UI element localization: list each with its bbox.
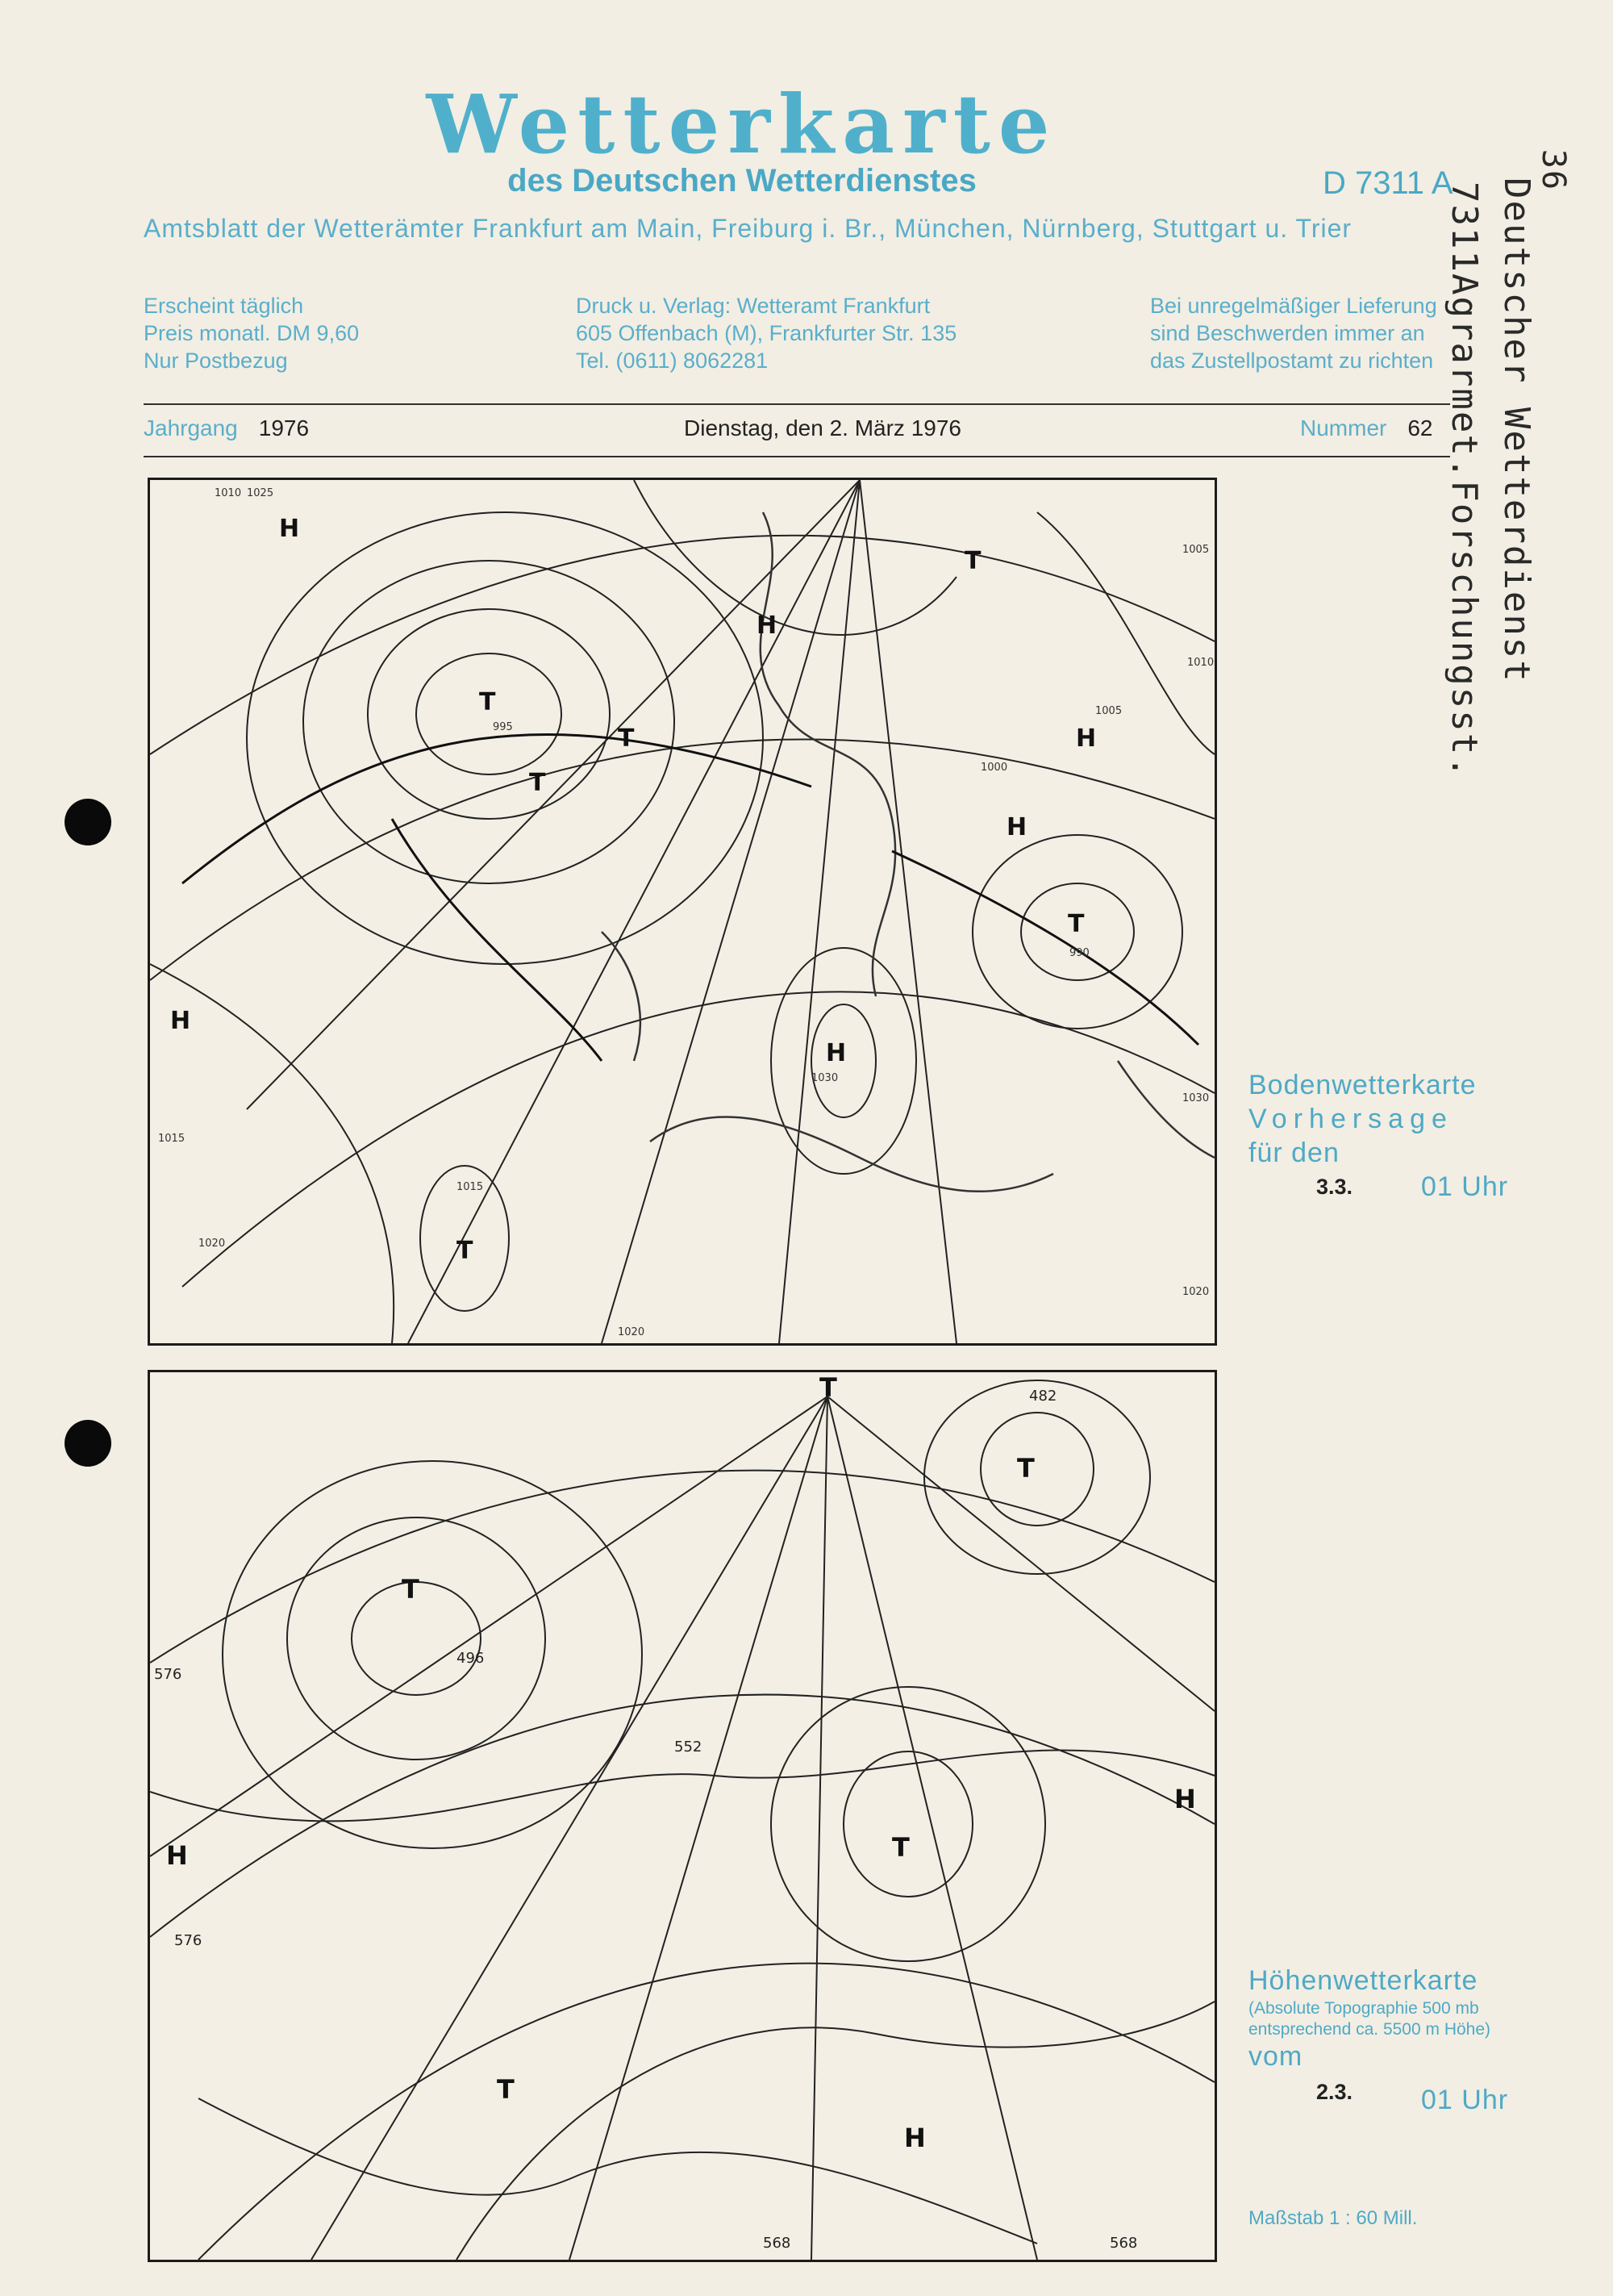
- meridian-line: [150, 1396, 827, 1856]
- high-pressure-center: H: [1076, 724, 1097, 753]
- surface-map-title: Bodenwetterkarte: [1248, 1070, 1477, 1100]
- meridian-line: [247, 480, 860, 1109]
- isobar-label: 1025: [247, 487, 274, 499]
- surface-map-time: 01 Uhr: [1421, 1171, 1509, 1202]
- height-label: 576: [154, 1666, 182, 1683]
- high-height-center: H: [166, 1840, 188, 1871]
- info-line: Tel. (0611) 8062281: [576, 349, 769, 373]
- punch-hole: [65, 1420, 111, 1467]
- low-height-center: T: [497, 2074, 515, 2105]
- high-pressure-center: H: [826, 1039, 847, 1067]
- latitude-arc: [198, 1964, 1215, 2260]
- document-number: D 7311 A: [1323, 165, 1453, 201]
- surface-map-for-label: für den: [1248, 1138, 1340, 1168]
- low-height-center: T: [402, 1574, 419, 1605]
- isobar-label: 1000: [981, 762, 1008, 774]
- isobar-label: 1020: [618, 1326, 645, 1338]
- isobar-label: 990: [1069, 947, 1090, 959]
- meridian-line: [311, 1396, 827, 2260]
- meridian-line: [569, 1396, 827, 2260]
- low-height-center: T: [1017, 1453, 1035, 1484]
- low-pressure-center: T: [456, 1237, 473, 1265]
- weather-front: [182, 735, 811, 883]
- delivery-info: [1150, 292, 1437, 374]
- year-label: Jahrgang: [144, 415, 238, 440]
- low-height-center: T: [819, 1372, 837, 1403]
- official-gazette-line: Amtsblatt der Wetterämter Frankfurt am Main, Freiburg i. Br., München, Nürnberg, Stuttgart u. Trier: [144, 214, 1353, 243]
- coastline: [1118, 1061, 1215, 1158]
- isobar-label: 1005: [1182, 544, 1210, 556]
- isobar-label: 1015: [158, 1133, 185, 1145]
- surface-weather-map: [148, 478, 1217, 1346]
- info-line: sind Beschwerden immer an: [1150, 321, 1425, 345]
- height-contour: [150, 1750, 1215, 1821]
- height-contour: [198, 2098, 1037, 2244]
- isobar-label: 1030: [811, 1072, 839, 1084]
- upper-map-date: 2.3.: [1316, 2080, 1353, 2104]
- coastline: [602, 932, 640, 1061]
- year-field: [144, 415, 309, 441]
- latitude-arc: [182, 991, 1215, 1287]
- height-label: 568: [1110, 2235, 1138, 2252]
- low-pressure-center: T: [965, 547, 982, 575]
- meridian-line: [827, 1396, 1037, 2260]
- info-line: Nur Postbezug: [144, 349, 288, 373]
- meridian-line: [602, 480, 860, 1343]
- height-contour: [287, 1517, 545, 1760]
- issue-number-field: [1300, 415, 1433, 441]
- isobar-label: 1010: [1187, 657, 1215, 669]
- isobar-label: 1010: [215, 487, 242, 499]
- height-contour: [981, 1413, 1094, 1526]
- subscription-info: [144, 292, 359, 374]
- height-contour: [924, 1380, 1150, 1574]
- info-line: Druck u. Verlag: Wetteramt Frankfurt: [576, 294, 931, 318]
- low-pressure-center: T: [1068, 910, 1085, 938]
- latitude-arc: [150, 739, 1215, 980]
- surface-map-date: 3.3.: [1316, 1175, 1353, 1199]
- issue-date: Dienstag, den 2. März 1976: [684, 415, 961, 440]
- high-pressure-center: H: [756, 612, 777, 640]
- height-contour: [844, 1751, 973, 1897]
- info-line: Preis monatl. DM 9,60: [144, 321, 360, 345]
- height-label: 552: [674, 1739, 702, 1755]
- isobar-label: 1020: [1182, 1286, 1210, 1298]
- latitude-arc: [150, 1471, 1215, 1663]
- stamp-line-deutscher-wetterdienst: Deutscher Wetterdienst: [1496, 177, 1537, 683]
- height-label: 568: [763, 2235, 791, 2252]
- high-pressure-center: H: [170, 1007, 191, 1035]
- low-pressure-center: T: [479, 688, 496, 716]
- upper-map-note: (Absolute Topographie 500 mb: [1248, 1999, 1479, 2018]
- meridian-line: [811, 1396, 827, 2260]
- coastline: [650, 1117, 1053, 1191]
- publisher-info: [576, 292, 957, 374]
- info-line: 605 Offenbach (M), Frankfurter Str. 135: [576, 321, 957, 345]
- isobar-label: 1030: [1182, 1092, 1210, 1104]
- surface-map-subtitle: Vorhersage: [1248, 1104, 1453, 1134]
- masthead-subtitle: des Deutschen Wetterdienstes: [507, 163, 977, 198]
- height-label: 576: [174, 1932, 202, 1949]
- number-label: Nummer: [1300, 415, 1387, 440]
- year-value: 1976: [258, 415, 310, 440]
- height-label: 496: [456, 1650, 485, 1667]
- high-pressure-center: H: [1007, 813, 1027, 841]
- info-line: das Zustellpostamt zu richten: [1150, 349, 1434, 373]
- low-height-center: T: [892, 1832, 910, 1863]
- upper-map-drawing: [150, 1372, 1215, 2260]
- latitude-arc: [150, 536, 1215, 754]
- stamp-line-number: 36: [1535, 148, 1573, 192]
- isobar: [634, 480, 957, 635]
- punch-hole: [65, 799, 111, 845]
- weather-front: [892, 851, 1198, 1045]
- height-label: 482: [1029, 1388, 1057, 1405]
- isobar-label: 1005: [1095, 705, 1123, 717]
- low-pressure-center: T: [529, 769, 546, 797]
- upper-map-from-label: vom: [1248, 2041, 1303, 2072]
- low-pressure-center: T: [618, 724, 635, 753]
- upper-map-title: Höhenwetterkarte: [1248, 1965, 1478, 1996]
- upper-map-time: 01 Uhr: [1421, 2085, 1509, 2115]
- divider: [144, 403, 1450, 405]
- upper-air-map: [148, 1370, 1217, 2262]
- isobar-label: 1015: [456, 1181, 484, 1193]
- surface-map-drawing: [150, 480, 1215, 1343]
- high-height-center: H: [904, 2123, 926, 2153]
- latitude-arc: [150, 1695, 1215, 1937]
- height-contour: [456, 2002, 1215, 2260]
- meridian-line: [860, 480, 957, 1343]
- stamp-line-agrarmet: 7311Agrarmet.Forschungsst.: [1444, 182, 1485, 779]
- masthead-title: Wetterkarte: [426, 77, 1058, 172]
- high-height-center: H: [1174, 1784, 1196, 1814]
- high-pressure-center: H: [279, 515, 300, 543]
- map-scale: Maßstab 1 : 60 Mill.: [1248, 2207, 1418, 2229]
- weather-front: [392, 819, 602, 1061]
- info-line: Erscheint täglich: [144, 294, 304, 318]
- isobar: [247, 512, 763, 964]
- number-value: 62: [1407, 415, 1433, 440]
- divider: [144, 456, 1450, 457]
- isobar-label: 1020: [198, 1238, 226, 1250]
- upper-map-note: entsprechend ca. 5500 m Höhe): [1248, 2020, 1491, 2039]
- isobar-label: 995: [493, 721, 513, 733]
- meridian-line: [827, 1396, 1215, 1711]
- info-line: Bei unregelmäßiger Lieferung: [1150, 294, 1437, 318]
